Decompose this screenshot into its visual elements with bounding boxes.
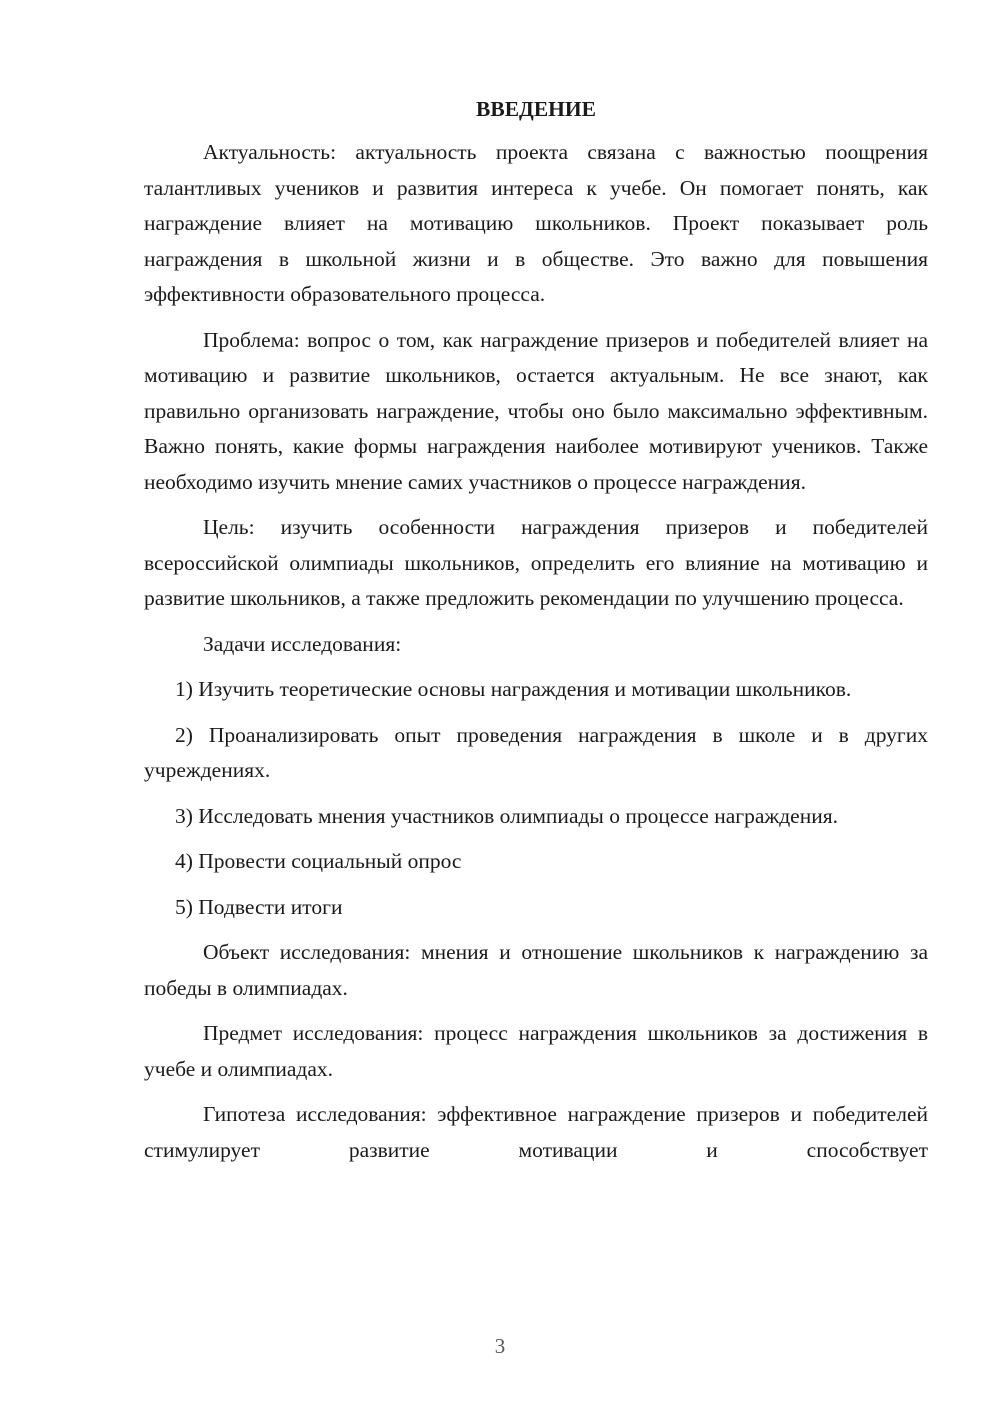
- task-item-1: 1) Изучить теоретические основы награждения и мотивации школьников.: [175, 677, 852, 701]
- task-item-5: 5) Подвести итоги: [175, 894, 343, 919]
- relevance-paragraph: Актуальность: актуальность проекта связана с важностью поощрения талантливых учеников и развития интереса к учебе. Он помогает понять, как награждение влияет на мотивацию школьников. Проект показывает роль награждения в школьной жизни и в обществе. Это важно для повышения эффективности образовательного процесса.: [144, 140, 928, 306]
- task-item-2: 2) Проанализировать опыт проведения награждения в школе и в других учреждениях.: [144, 722, 928, 782]
- subject-paragraph: Предмет исследования: процесс награждения школьников за достижения в учебе и олимпиадах.: [144, 1021, 928, 1081]
- goal-paragraph: Цель: изучить особенности награждения призеров и победителей всероссийской олимпиады школьников, определить его влияние на мотивацию и развитие школьников, а также предложить рекомендации по улучшению процесса.: [144, 515, 928, 610]
- page-number: 3: [494, 1334, 506, 1358]
- hypothesis-paragraph: Гипотеза исследования: эффективное награждение призеров и победителей стимулирует развитие мотивации и способствует: [144, 1102, 928, 1162]
- task-item-3: 3) Исследовать мнения участников олимпиады о процессе награждения.: [175, 803, 838, 828]
- problem-paragraph: Проблема: вопрос о том, как награждение призеров и победителей влияет на мотивацию и развитие школьников, остается актуальным. Не все знают, как правильно организовать награждение, чтобы оно было максимально эффективным. Важно понять, какие формы награждения наиболее мотивируют учеников. Также необходимо изучить мнение самих участников о процессе награждения.: [144, 327, 928, 494]
- tasks-title: Задачи исследования:: [203, 631, 402, 656]
- object-paragraph: Объект исследования: мнения и отношение школьников к награждению за победы в олимпиадах.: [144, 940, 928, 1000]
- section-heading: ВВЕДЕНИЕ: [476, 97, 596, 121]
- page-body: [144, 92, 928, 1178]
- task-item-4: 4) Провести социальный опрос: [175, 849, 462, 873]
